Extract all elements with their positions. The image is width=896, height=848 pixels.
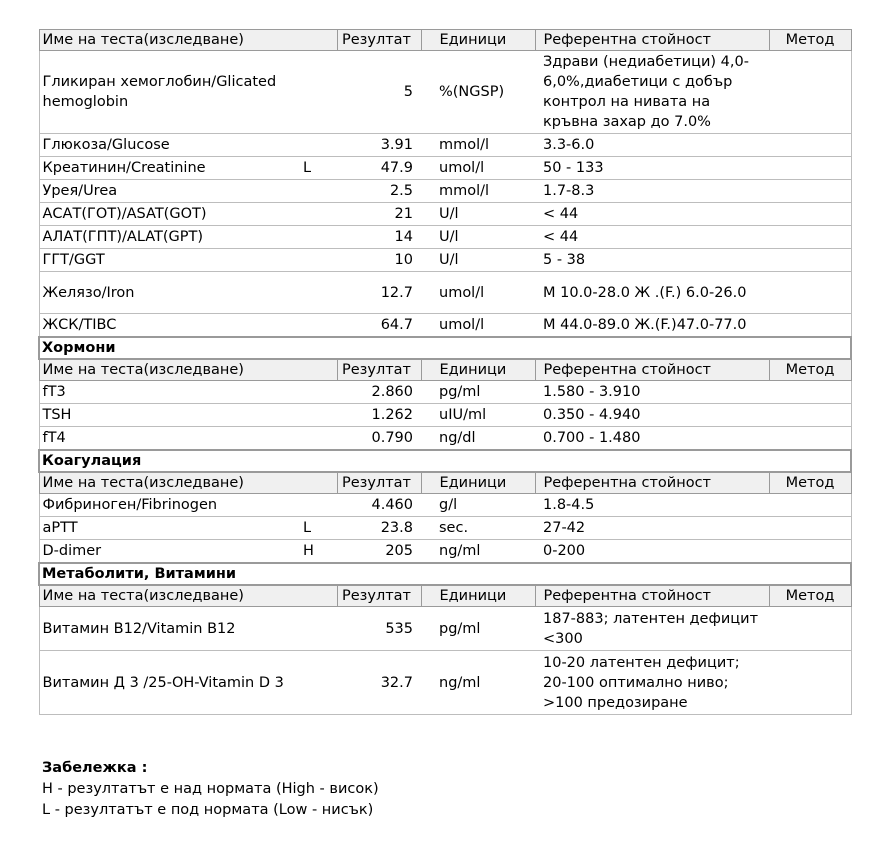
table-row — [39, 226, 851, 249]
method — [769, 404, 851, 427]
method — [769, 226, 851, 249]
header-method: Метод — [769, 472, 851, 494]
test-name: Глюкоза/Glucose — [39, 134, 299, 157]
table-row — [39, 134, 851, 157]
header-reference: Референтна стойност — [535, 472, 769, 494]
flag — [299, 314, 337, 338]
units: g/l — [421, 494, 535, 517]
test-name: Витамин B12/Vitamin B12 — [39, 607, 299, 651]
note-section — [42, 758, 379, 821]
units: mmol/l — [421, 134, 535, 157]
units: ng/ml — [421, 540, 535, 564]
test-name: Фибриноген/Fibrinogen — [39, 494, 299, 517]
result-value: 21 — [337, 203, 421, 226]
reference-range: 0.350 - 4.940 — [535, 404, 769, 427]
result-value: 535 — [337, 607, 421, 651]
table-header-row — [39, 30, 851, 51]
result-value: 4.460 — [337, 494, 421, 517]
header-name: Име на теста(изследване) — [39, 585, 337, 607]
flag — [299, 249, 337, 272]
result-value: 47.9 — [337, 157, 421, 180]
reference-range: М 44.0-89.0 Ж.(F.)47.0-77.0 — [535, 314, 769, 338]
method — [769, 427, 851, 451]
header-method: Метод — [769, 359, 851, 381]
method — [769, 607, 851, 651]
flag — [299, 272, 337, 314]
method — [769, 157, 851, 180]
result-value: 2.5 — [337, 180, 421, 203]
method — [769, 134, 851, 157]
table-row — [39, 249, 851, 272]
units: U/l — [421, 249, 535, 272]
header-reference: Референтна стойност — [535, 359, 769, 381]
flag — [299, 203, 337, 226]
result-value: 23.8 — [337, 517, 421, 540]
test-name: Витамин Д 3 /25-OH-Vitamin D 3 — [39, 651, 299, 715]
method — [769, 272, 851, 314]
method — [769, 494, 851, 517]
flag: L — [299, 517, 337, 540]
reference-range: < 44 — [535, 203, 769, 226]
units: uIU/ml — [421, 404, 535, 427]
test-name: fT3 — [39, 381, 299, 404]
table-row — [39, 272, 851, 314]
header-method: Метод — [769, 30, 851, 51]
reference-range: 3.3-6.0 — [535, 134, 769, 157]
flag — [299, 427, 337, 451]
units: U/l — [421, 226, 535, 249]
units: ng/ml — [421, 651, 535, 715]
table-row — [39, 381, 851, 404]
note-title: Забележка : — [42, 760, 148, 776]
section-title: Хормони — [39, 337, 851, 359]
flag — [299, 651, 337, 715]
table-row — [39, 203, 851, 226]
units: pg/ml — [421, 381, 535, 404]
test-name: Креатинин/Creatinine — [39, 157, 299, 180]
result-value: 2.860 — [337, 381, 421, 404]
reference-range: 5 - 38 — [535, 249, 769, 272]
reference-range: М 10.0-28.0 Ж .(F.) 6.0-26.0 — [535, 272, 769, 314]
table-header-row — [39, 359, 851, 381]
flag — [299, 51, 337, 134]
reference-range: 0-200 — [535, 540, 769, 564]
section-row — [39, 450, 851, 472]
units: pg/ml — [421, 607, 535, 651]
header-reference: Референтна стойност — [535, 30, 769, 51]
result-value: 10 — [337, 249, 421, 272]
units: umol/l — [421, 272, 535, 314]
reference-range: 1.8-4.5 — [535, 494, 769, 517]
units: %(NGSP) — [421, 51, 535, 134]
table-row — [39, 404, 851, 427]
result-value: 3.91 — [337, 134, 421, 157]
flag: L — [299, 157, 337, 180]
test-name: TSH — [39, 404, 299, 427]
result-value: 205 — [337, 540, 421, 564]
reference-range: 1.7-8.3 — [535, 180, 769, 203]
reference-range: 27-42 — [535, 517, 769, 540]
section-title: Метаболити, Витамини — [39, 563, 851, 585]
flag — [299, 607, 337, 651]
header-reference: Референтна стойност — [535, 585, 769, 607]
section-title: Коагулация — [39, 450, 851, 472]
header-result: Резултат — [337, 30, 421, 51]
result-value: 32.7 — [337, 651, 421, 715]
reference-range: 1.580 - 3.910 — [535, 381, 769, 404]
result-value: 0.790 — [337, 427, 421, 451]
method — [769, 314, 851, 338]
table-row — [39, 651, 851, 715]
table-row — [39, 607, 851, 651]
table-row — [39, 157, 851, 180]
reference-range: 187-883; латентен дефицит <300 — [535, 607, 769, 651]
table-row — [39, 517, 851, 540]
method — [769, 517, 851, 540]
method — [769, 203, 851, 226]
header-units: Единици — [421, 359, 535, 381]
flag — [299, 404, 337, 427]
test-name: aPTT — [39, 517, 299, 540]
table-row — [39, 494, 851, 517]
header-name: Име на теста(изследване) — [39, 472, 337, 494]
test-name: Урея/Urea — [39, 180, 299, 203]
table-header-row — [39, 472, 851, 494]
table-row — [39, 427, 851, 451]
reference-range: 0.700 - 1.480 — [535, 427, 769, 451]
flag — [299, 494, 337, 517]
reference-range: 10-20 латентен дефицит; 20-100 оптимално ниво; >100 предозиране — [535, 651, 769, 715]
test-name: АЛАТ(ГПТ)/ALAT(GPT) — [39, 226, 299, 249]
table-row — [39, 180, 851, 203]
table-row — [39, 540, 851, 564]
units: U/l — [421, 203, 535, 226]
header-units: Единици — [421, 472, 535, 494]
note-high-line: H - резултатът е над нормата (High - висок) — [42, 781, 379, 797]
reference-range: 50 - 133 — [535, 157, 769, 180]
table-header-row — [39, 585, 851, 607]
result-value: 12.7 — [337, 272, 421, 314]
units: ng/dl — [421, 427, 535, 451]
test-name: D-dimer — [39, 540, 299, 564]
flag — [299, 180, 337, 203]
header-method: Метод — [769, 585, 851, 607]
test-name: Желязо/Iron — [39, 272, 299, 314]
table-row — [39, 314, 851, 338]
header-result: Резултат — [337, 472, 421, 494]
result-value: 64.7 — [337, 314, 421, 338]
units: umol/l — [421, 314, 535, 338]
header-name: Име на теста(изследване) — [39, 359, 337, 381]
section-row — [39, 563, 851, 585]
method — [769, 249, 851, 272]
method — [769, 180, 851, 203]
header-units: Единици — [421, 585, 535, 607]
method — [769, 651, 851, 715]
header-result: Резултат — [337, 359, 421, 381]
units: mmol/l — [421, 180, 535, 203]
result-value: 5 — [337, 51, 421, 134]
test-name: ГГТ/GGT — [39, 249, 299, 272]
lab-results-sheet — [38, 29, 850, 715]
test-name: fT4 — [39, 427, 299, 451]
test-name: АСАТ(ГОТ)/ASAT(GOT) — [39, 203, 299, 226]
reference-range: < 44 — [535, 226, 769, 249]
header-result: Резултат — [337, 585, 421, 607]
results-table — [38, 29, 852, 715]
method — [769, 540, 851, 564]
method — [769, 51, 851, 134]
header-name: Име на теста(изследване) — [39, 30, 337, 51]
method — [769, 381, 851, 404]
units: umol/l — [421, 157, 535, 180]
result-value: 14 — [337, 226, 421, 249]
flag — [299, 134, 337, 157]
result-value: 1.262 — [337, 404, 421, 427]
reference-range: Здрави (недиабетици) 4,0-6,0%,диабетици с добър контрол на нивата на кръвна захар до 7.0% — [535, 51, 769, 134]
table-row — [39, 51, 851, 134]
header-units: Единици — [421, 30, 535, 51]
note-low-line: L - резултатът е под нормата (Low - нисък) — [42, 802, 374, 818]
flag — [299, 226, 337, 249]
flag: H — [299, 540, 337, 564]
units: sec. — [421, 517, 535, 540]
test-name: ЖСК/TIBC — [39, 314, 299, 338]
flag — [299, 381, 337, 404]
section-row — [39, 337, 851, 359]
test-name: Гликиран хемоглобин/Glicated hemoglobin — [39, 51, 299, 134]
